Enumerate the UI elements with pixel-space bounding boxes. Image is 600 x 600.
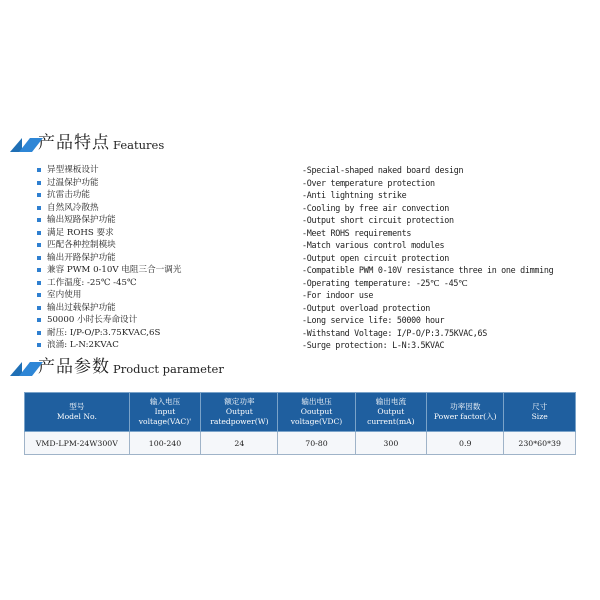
feature-item-cn: 抗雷击功能 bbox=[37, 189, 181, 202]
header-power-factor: 功率因数 Power factor(入) bbox=[427, 393, 504, 432]
bullet-icon bbox=[37, 331, 41, 335]
header-output-current: 输出电流 Output current(mA) bbox=[355, 393, 427, 432]
table-row bbox=[25, 432, 576, 455]
feature-item-cn: 过温保护功能 bbox=[37, 177, 181, 190]
feature-item-en: -Operating temperature: -25℃ -45℃ bbox=[302, 277, 468, 288]
feature-item-en: -Cooling by free air convection bbox=[302, 202, 450, 213]
feature-item-cn: 浪涌: L-N:2KVAC bbox=[37, 339, 181, 352]
features-heading-cn: 产品特点 bbox=[38, 133, 110, 153]
feature-item-en: -Withstand Voltage: I/P-O/P:3.75KVAC,6S bbox=[302, 327, 487, 338]
bullet-icon bbox=[37, 206, 41, 210]
cell-size: 230*60*39 bbox=[504, 432, 576, 455]
feature-item-cn: 50000 小时长寿命设计 bbox=[37, 314, 181, 327]
bullet-icon bbox=[37, 318, 41, 322]
params-heading-cn: 产品参数 bbox=[38, 357, 110, 377]
feature-item-cn: 自然风冷散热 bbox=[37, 202, 181, 215]
feature-item-en: -Special-shaped naked board design bbox=[302, 165, 464, 175]
params-heading-en: Product parameter bbox=[113, 362, 224, 376]
feature-item-cn: 耐压: I/P-O/P:3.75KVAC,6S bbox=[37, 327, 181, 340]
features-list-cn bbox=[37, 164, 181, 352]
feature-item-en: -Compatible PWM 0-10V resistance three in one dimming bbox=[302, 265, 554, 275]
feature-item-en: -Anti lightning strike bbox=[302, 190, 407, 200]
feature-item-cn: 输出开路保护功能 bbox=[37, 252, 181, 265]
feature-item-en: -Match various control modules bbox=[302, 240, 445, 250]
cell-model: VMD-LPM-24W300V bbox=[25, 432, 130, 455]
bullet-icon bbox=[37, 168, 41, 172]
bullet-icon bbox=[37, 256, 41, 260]
cell-input-voltage: 100-240 bbox=[129, 432, 201, 455]
feature-item-cn: 工作温度: -25℃ -45℃ bbox=[37, 277, 181, 290]
bullet-icon bbox=[37, 243, 41, 247]
bullet-icon bbox=[37, 181, 41, 185]
bullet-icon bbox=[37, 231, 41, 235]
triangle-logo-icon bbox=[10, 362, 34, 376]
feature-item-en: -Long service life: 50000 hour bbox=[302, 315, 445, 325]
feature-item-en: -Output short circuit protection bbox=[302, 215, 454, 225]
bullet-icon bbox=[37, 293, 41, 297]
feature-item-cn: 室内使用 bbox=[37, 289, 181, 302]
header-input-voltage: 输入电压 Input voltage(VAC)' bbox=[129, 393, 201, 432]
feature-item-cn: 满足 ROHS 要求 bbox=[37, 227, 181, 240]
feature-item-en: -For indoor use bbox=[302, 290, 374, 300]
feature-item-en: -Surge protection: L-N:3.5KVAC bbox=[302, 340, 445, 350]
bullet-icon bbox=[37, 268, 41, 272]
feature-item-cn: 匹配各种控制模块 bbox=[37, 239, 181, 252]
header-output-voltage: 输出电压 Ooutput voltage(VDC) bbox=[278, 393, 355, 432]
features-heading-en: Features bbox=[113, 138, 165, 152]
feature-item-en: -Output overload protection bbox=[302, 302, 431, 313]
parameter-table bbox=[24, 392, 576, 455]
cell-output-voltage: 70-80 bbox=[278, 432, 355, 455]
header-size: 尺寸 Size bbox=[504, 393, 576, 432]
cell-output-current: 300 bbox=[355, 432, 427, 455]
table-header-row bbox=[25, 393, 576, 432]
header-rated-power: 额定功率 Output ratedpower(W) bbox=[201, 393, 278, 432]
feature-item-cn: 兼容 PWM 0-10V 电阻三合一调光 bbox=[37, 264, 181, 277]
bullet-icon bbox=[37, 306, 41, 310]
cell-power-factor: 0.9 bbox=[427, 432, 504, 455]
feature-item-cn: 输出过载保护功能 bbox=[37, 302, 181, 315]
feature-item-en: -Output open circuit protection bbox=[302, 252, 450, 263]
features-heading bbox=[10, 134, 164, 152]
feature-item-en: -Over temperature protection bbox=[302, 177, 435, 188]
feature-item-cn: 输出短路保护功能 bbox=[37, 214, 181, 227]
feature-item-cn: 异型裸板设计 bbox=[37, 164, 181, 177]
bullet-icon bbox=[37, 281, 41, 285]
bullet-icon bbox=[37, 343, 41, 347]
bullet-icon bbox=[37, 218, 41, 222]
params-heading bbox=[10, 358, 224, 376]
features-list-en bbox=[302, 164, 553, 352]
bullet-icon bbox=[37, 193, 41, 197]
header-model: 型号 Model No. bbox=[25, 393, 130, 432]
feature-item-en: -Meet ROHS requirements bbox=[302, 227, 412, 238]
cell-rated-power: 24 bbox=[201, 432, 278, 455]
triangle-logo-icon bbox=[10, 138, 34, 152]
